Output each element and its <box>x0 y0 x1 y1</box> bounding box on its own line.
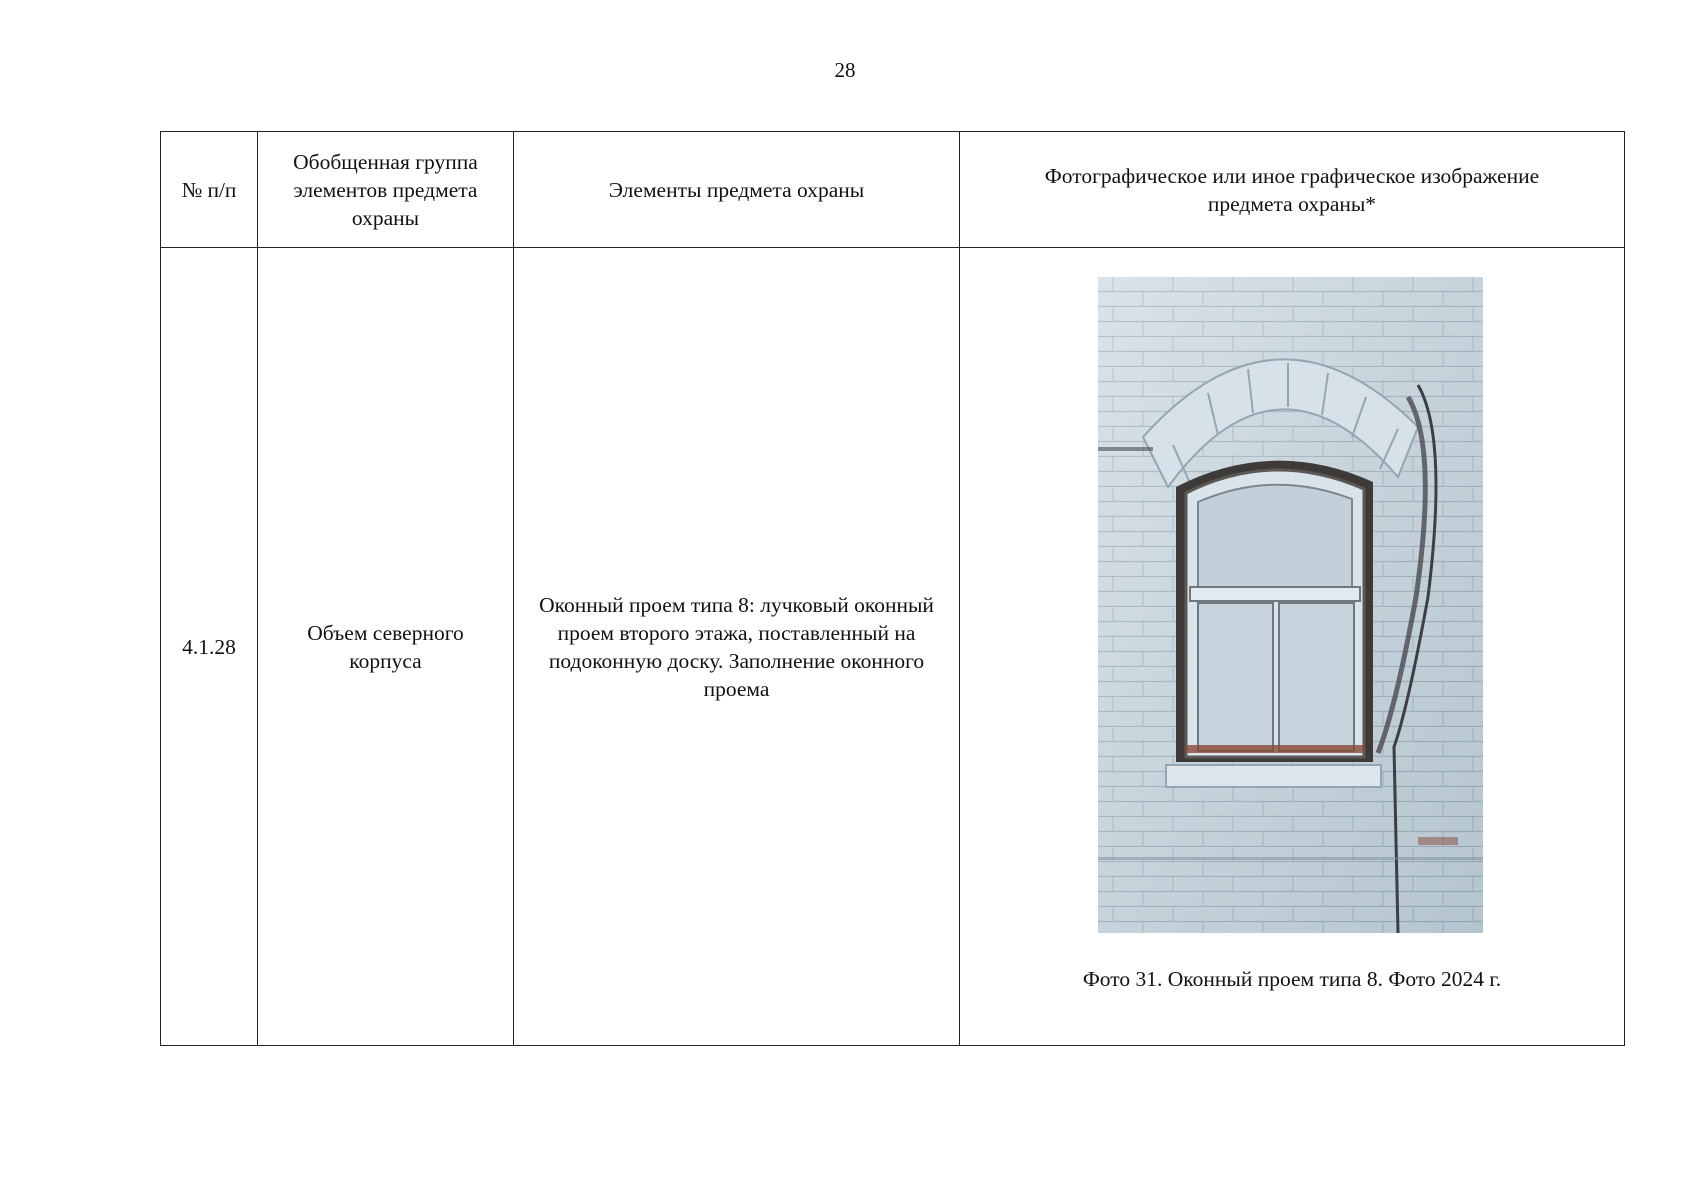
page-number: 28 <box>834 58 856 82</box>
row-group: Объем северного корпуса <box>258 248 514 1046</box>
header-number: № п/п <box>161 132 258 248</box>
header-photo: Фотографическое или иное графическое изображение предмета охраны* <box>960 132 1625 248</box>
table-header-row <box>161 132 1625 248</box>
photo-caption: Фото 31. Оконный проем типа 8. Фото 2024 г. <box>1082 967 1502 991</box>
table-row <box>161 248 1625 1046</box>
header-group: Обобщенная группа элементов предмета охраны <box>258 132 514 248</box>
row-elements: Оконный проем типа 8: лучковый оконный проем второго этажа, поставленный на подоконную доску. Заполнение оконного проема <box>514 248 960 1046</box>
row-number: 4.1.28 <box>161 248 258 1046</box>
protection-table <box>160 131 1625 1046</box>
header-elements: Элементы предмета охраны <box>514 132 960 248</box>
row-photo-cell <box>960 248 1625 1046</box>
window-photo <box>1098 277 1483 933</box>
